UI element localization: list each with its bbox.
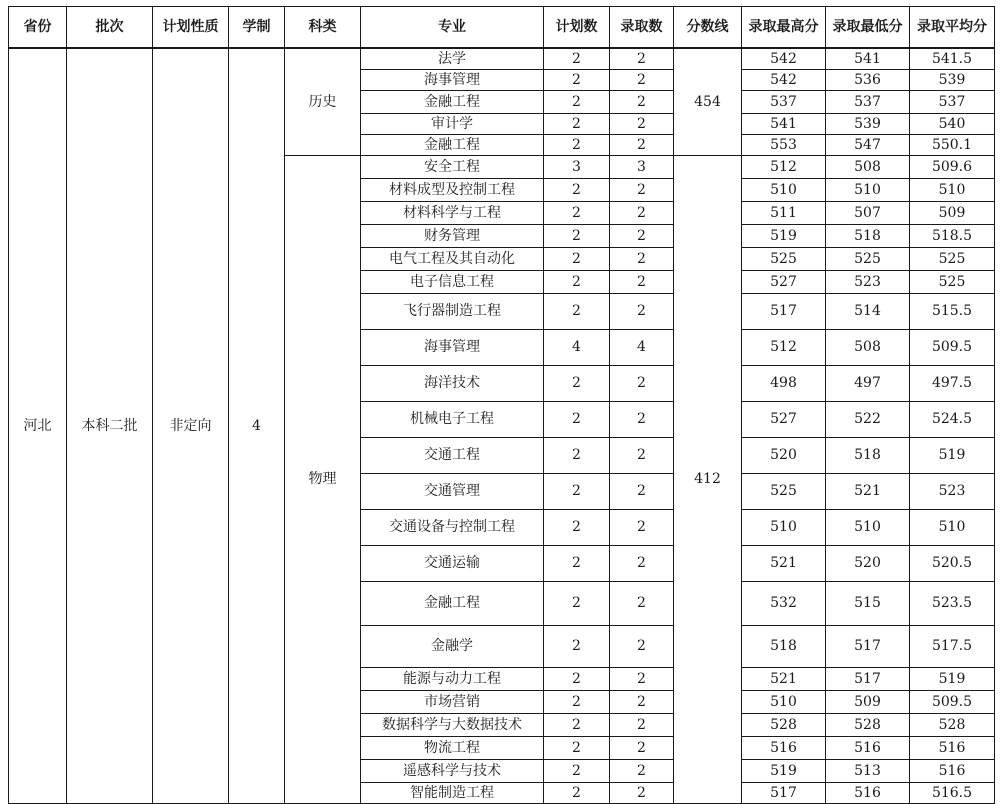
major-cell: 安全工程 (361, 155, 544, 178)
plan-type-cell: 非定向 (153, 48, 229, 803)
avg-score-cell: 539 (910, 69, 995, 90)
header-avg-score: 录取平均分 (910, 7, 995, 49)
max-score-cell: 520 (742, 437, 826, 473)
major-cell: 财务管理 (361, 224, 544, 247)
admitted-count-cell: 2 (610, 201, 674, 224)
admitted-count-cell: 2 (610, 545, 674, 581)
category-cell: 历史 (285, 48, 361, 155)
max-score-cell: 532 (742, 581, 826, 625)
admitted-count-cell: 4 (610, 329, 674, 365)
major-cell: 材料科学与工程 (361, 201, 544, 224)
header-category: 科类 (285, 7, 361, 49)
max-score-cell: 528 (742, 713, 826, 736)
avg-score-cell: 519 (910, 437, 995, 473)
plan-count-cell: 2 (544, 437, 610, 473)
plan-count-cell: 2 (544, 69, 610, 90)
min-score-cell: 509 (826, 690, 910, 713)
avg-score-cell: 518.5 (910, 224, 995, 247)
min-score-cell: 522 (826, 401, 910, 437)
plan-count-cell: 2 (544, 270, 610, 293)
major-cell: 金融工程 (361, 581, 544, 625)
avg-score-cell: 516.5 (910, 782, 995, 803)
avg-score-cell: 510 (910, 178, 995, 201)
admitted-count-cell: 2 (610, 581, 674, 625)
admitted-count-cell: 2 (610, 293, 674, 329)
admitted-count-cell: 2 (610, 48, 674, 69)
max-score-cell: 542 (742, 69, 826, 90)
major-cell: 市场营销 (361, 690, 544, 713)
major-cell: 物流工程 (361, 736, 544, 759)
admitted-count-cell: 2 (610, 224, 674, 247)
major-cell: 电子信息工程 (361, 270, 544, 293)
min-score-cell: 521 (826, 473, 910, 509)
min-score-cell: 517 (826, 667, 910, 690)
min-score-cell: 547 (826, 134, 910, 155)
plan-count-cell: 2 (544, 690, 610, 713)
admitted-count-cell: 2 (610, 667, 674, 690)
admitted-count-cell: 2 (610, 437, 674, 473)
major-cell: 数据科学与大数据技术 (361, 713, 544, 736)
header-admitted-count: 录取数 (610, 7, 674, 49)
min-score-cell: 515 (826, 581, 910, 625)
max-score-cell: 519 (742, 759, 826, 782)
admitted-count-cell: 2 (610, 401, 674, 437)
batch-cell: 本科二批 (67, 48, 153, 803)
min-score-cell: 541 (826, 48, 910, 69)
min-score-cell: 516 (826, 782, 910, 803)
admitted-count-cell: 2 (610, 90, 674, 113)
avg-score-cell: 509.6 (910, 155, 995, 178)
max-score-cell: 553 (742, 134, 826, 155)
admission-table (8, 6, 995, 804)
min-score-cell: 537 (826, 90, 910, 113)
admitted-count-cell: 2 (610, 759, 674, 782)
max-score-cell: 542 (742, 48, 826, 69)
avg-score-cell: 541.5 (910, 48, 995, 69)
min-score-cell: 518 (826, 437, 910, 473)
table-row (9, 48, 995, 69)
avg-score-cell: 520.5 (910, 545, 995, 581)
admitted-count-cell: 2 (610, 69, 674, 90)
avg-score-cell: 528 (910, 713, 995, 736)
major-cell: 交通设备与控制工程 (361, 509, 544, 545)
plan-count-cell: 2 (544, 625, 610, 667)
min-score-cell: 510 (826, 178, 910, 201)
max-score-cell: 517 (742, 782, 826, 803)
plan-count-cell: 2 (544, 736, 610, 759)
min-score-cell: 508 (826, 155, 910, 178)
plan-count-cell: 2 (544, 667, 610, 690)
plan-count-cell: 2 (544, 782, 610, 803)
category-cell: 物理 (285, 155, 361, 803)
plan-count-cell: 2 (544, 473, 610, 509)
major-cell: 电气工程及其自动化 (361, 247, 544, 270)
max-score-cell: 518 (742, 625, 826, 667)
plan-count-cell: 2 (544, 178, 610, 201)
major-cell: 金融学 (361, 625, 544, 667)
min-score-cell: 517 (826, 625, 910, 667)
avg-score-cell: 497.5 (910, 365, 995, 401)
major-cell: 遥感科学与技术 (361, 759, 544, 782)
plan-count-cell: 2 (544, 759, 610, 782)
plan-count-cell: 2 (544, 581, 610, 625)
avg-score-cell: 509 (910, 201, 995, 224)
header-province: 省份 (9, 7, 67, 49)
header-years: 学制 (229, 7, 285, 49)
avg-score-cell: 523 (910, 473, 995, 509)
plan-count-cell: 2 (544, 134, 610, 155)
admitted-count-cell: 2 (610, 625, 674, 667)
avg-score-cell: 524.5 (910, 401, 995, 437)
major-cell: 能源与动力工程 (361, 667, 544, 690)
avg-score-cell: 540 (910, 113, 995, 134)
max-score-cell: 512 (742, 155, 826, 178)
min-score-cell: 539 (826, 113, 910, 134)
admitted-count-cell: 2 (610, 247, 674, 270)
min-score-cell: 516 (826, 736, 910, 759)
plan-count-cell: 2 (544, 48, 610, 69)
min-score-cell: 518 (826, 224, 910, 247)
plan-count-cell: 2 (544, 509, 610, 545)
min-score-cell: 510 (826, 509, 910, 545)
admitted-count-cell: 2 (610, 782, 674, 803)
min-score-cell: 514 (826, 293, 910, 329)
major-cell: 金融工程 (361, 90, 544, 113)
min-score-cell: 528 (826, 713, 910, 736)
major-cell: 材料成型及控制工程 (361, 178, 544, 201)
plan-count-cell: 4 (544, 329, 610, 365)
years-cell: 4 (229, 48, 285, 803)
max-score-cell: 510 (742, 690, 826, 713)
major-cell: 交通工程 (361, 437, 544, 473)
avg-score-cell: 510 (910, 509, 995, 545)
max-score-cell: 517 (742, 293, 826, 329)
major-cell: 金融工程 (361, 134, 544, 155)
min-score-cell: 507 (826, 201, 910, 224)
max-score-cell: 510 (742, 178, 826, 201)
cutoff-cell: 454 (674, 48, 742, 155)
cutoff-cell: 412 (674, 155, 742, 803)
max-score-cell: 511 (742, 201, 826, 224)
header-min-score: 录取最低分 (826, 7, 910, 49)
min-score-cell: 513 (826, 759, 910, 782)
plan-count-cell: 2 (544, 224, 610, 247)
avg-score-cell: 517.5 (910, 625, 995, 667)
major-cell: 飞行器制造工程 (361, 293, 544, 329)
plan-count-cell: 2 (544, 545, 610, 581)
header-row (9, 7, 995, 49)
admitted-count-cell: 2 (610, 134, 674, 155)
plan-count-cell: 2 (544, 90, 610, 113)
plan-count-cell: 2 (544, 401, 610, 437)
min-score-cell: 508 (826, 329, 910, 365)
admitted-count-cell: 2 (610, 509, 674, 545)
max-score-cell: 519 (742, 224, 826, 247)
max-score-cell: 527 (742, 270, 826, 293)
avg-score-cell: 537 (910, 90, 995, 113)
min-score-cell: 520 (826, 545, 910, 581)
province-cell: 河北 (9, 48, 67, 803)
plan-count-cell: 2 (544, 713, 610, 736)
max-score-cell: 516 (742, 736, 826, 759)
major-cell: 交通运输 (361, 545, 544, 581)
header-max-score: 录取最高分 (742, 7, 826, 49)
avg-score-cell: 509.5 (910, 329, 995, 365)
max-score-cell: 537 (742, 90, 826, 113)
table-body (9, 48, 995, 803)
max-score-cell: 521 (742, 667, 826, 690)
header-plan-type: 计划性质 (153, 7, 229, 49)
avg-score-cell: 525 (910, 270, 995, 293)
admitted-count-cell: 3 (610, 155, 674, 178)
major-cell: 法学 (361, 48, 544, 69)
min-score-cell: 523 (826, 270, 910, 293)
plan-count-cell: 2 (544, 201, 610, 224)
avg-score-cell: 523.5 (910, 581, 995, 625)
max-score-cell: 525 (742, 247, 826, 270)
max-score-cell: 512 (742, 329, 826, 365)
min-score-cell: 525 (826, 247, 910, 270)
admitted-count-cell: 2 (610, 736, 674, 759)
admitted-count-cell: 2 (610, 113, 674, 134)
plan-count-cell: 2 (544, 365, 610, 401)
major-cell: 机械电子工程 (361, 401, 544, 437)
plan-count-cell: 2 (544, 247, 610, 270)
max-score-cell: 527 (742, 401, 826, 437)
major-cell: 交通管理 (361, 473, 544, 509)
admitted-count-cell: 2 (610, 713, 674, 736)
header-major: 专业 (361, 7, 544, 49)
avg-score-cell: 550.1 (910, 134, 995, 155)
admitted-count-cell: 2 (610, 473, 674, 509)
admitted-count-cell: 2 (610, 365, 674, 401)
admitted-count-cell: 2 (610, 178, 674, 201)
plan-count-cell: 2 (544, 113, 610, 134)
max-score-cell: 498 (742, 365, 826, 401)
max-score-cell: 521 (742, 545, 826, 581)
admitted-count-cell: 2 (610, 690, 674, 713)
major-cell: 海事管理 (361, 329, 544, 365)
max-score-cell: 525 (742, 473, 826, 509)
avg-score-cell: 509.5 (910, 690, 995, 713)
avg-score-cell: 519 (910, 667, 995, 690)
plan-count-cell: 2 (544, 293, 610, 329)
max-score-cell: 510 (742, 509, 826, 545)
header-batch: 批次 (67, 7, 153, 49)
avg-score-cell: 515.5 (910, 293, 995, 329)
admitted-count-cell: 2 (610, 270, 674, 293)
avg-score-cell: 525 (910, 247, 995, 270)
avg-score-cell: 516 (910, 759, 995, 782)
header-plan-count: 计划数 (544, 7, 610, 49)
avg-score-cell: 516 (910, 736, 995, 759)
max-score-cell: 541 (742, 113, 826, 134)
major-cell: 智能制造工程 (361, 782, 544, 803)
major-cell: 审计学 (361, 113, 544, 134)
min-score-cell: 497 (826, 365, 910, 401)
major-cell: 海事管理 (361, 69, 544, 90)
major-cell: 海洋技术 (361, 365, 544, 401)
min-score-cell: 536 (826, 69, 910, 90)
header-cutoff: 分数线 (674, 7, 742, 49)
plan-count-cell: 3 (544, 155, 610, 178)
